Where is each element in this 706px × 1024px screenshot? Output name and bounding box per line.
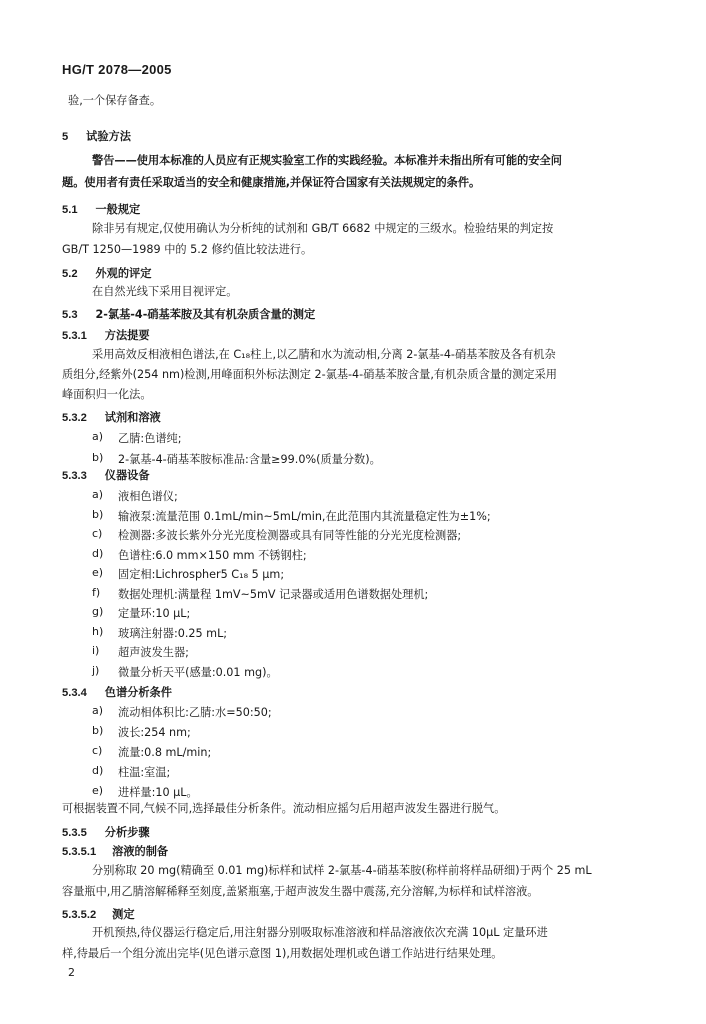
list-item-label: j) [92, 664, 100, 677]
section-title: 试剂和溶液 [104, 411, 161, 424]
list-item-label: d) [92, 764, 104, 777]
list-item: 色谱柱:6.0 mm×150 mm 不锈钢柱; [118, 549, 307, 562]
section-5-3-5-1-heading [62, 843, 168, 859]
section-5-3-1-heading [62, 327, 150, 343]
list-item-label: f) [92, 586, 101, 599]
list-item: 微量分析天平(感量:0.01 mg)。 [118, 666, 278, 679]
paragraph-line: 可根据装置不同,气候不同,选择最佳分析条件。流动相应摇匀后用超声波发生器进行脱气。 [62, 802, 506, 815]
section-title: 仪器设备 [104, 469, 150, 482]
list-item-label: c) [92, 744, 103, 757]
list-item-label: b) [92, 724, 104, 737]
list-item: 流量:0.8 mL/min; [118, 746, 212, 759]
list-item-label: h) [92, 625, 104, 638]
list-item: 数据处理机:满量程 1mV~5mV 记录器或适用色谱数据处理机; [118, 588, 429, 601]
section-title: 试验方法 [86, 130, 131, 143]
list-item-label: a) [92, 430, 104, 443]
paragraph-line: 分别称取 20 mg(精确至 0.01 mg)标样和试样 2-氯基-4-硝基苯胺(称样前将样品研细)于两个 25 mL [92, 864, 592, 877]
list-item-label: e) [92, 784, 104, 797]
warning-line-2: 题。使用者有责任采取适当的安全和健康措施,并保证符合国家有关法规规定的条件。 [62, 176, 481, 189]
section-title: 外观的评定 [95, 267, 152, 280]
list-item: 检测器:多波长紫外分光光度检测器或具有同等性能的分光光度检测器; [118, 529, 462, 542]
section-number: 5.3.5.2 [62, 909, 97, 921]
section-5-2-heading [62, 265, 151, 281]
paragraph-line: 除非另有规定,仅使用确认为分析纯的试剂和 GB/T 6682 中规定的三级水。检验结果的判定按 [92, 222, 554, 235]
paragraph-line: 采用高效反相液相色谱法,在 C₁₈柱上,以乙腈和水为流动相,分离 2-氯基-4-硝基苯胺及各有机杂 [92, 348, 556, 361]
warning-line-1: 警告——使用本标准的人员应有正规实验室工作的实践经验。本标准并未指出所有可能的安全问 [92, 154, 562, 167]
list-item: 流动相体积比:乙腈:水=50:50; [118, 706, 272, 719]
section-5-3-heading [62, 306, 315, 322]
section-title: 色谱分析条件 [104, 686, 172, 699]
section-title: 溶液的制备 [112, 845, 169, 858]
list-item: 进样量:10 μL。 [118, 786, 198, 799]
section-number: 5 [62, 131, 69, 143]
section-5-3-2-heading [62, 409, 161, 425]
list-item: 波长:254 nm; [118, 726, 191, 739]
section-number: 5.3 [62, 309, 78, 321]
list-item-label: c) [92, 527, 103, 540]
list-item-label: g) [92, 605, 104, 618]
section-number: 5.3.4 [62, 687, 87, 699]
list-item-label: e) [92, 566, 104, 579]
list-item: 柱温:室温; [118, 766, 171, 779]
section-5-3-5-2-heading [62, 906, 135, 922]
paragraph-line: 在自然光线下采用目视评定。 [92, 285, 238, 298]
section-title: 2-氯基-4-硝基苯胺及其有机杂质含量的测定 [95, 308, 316, 321]
intro-line: 验,一个保存备查。 [68, 94, 162, 107]
list-item: 乙腈:色谱纯; [118, 432, 182, 445]
list-item-label: a) [92, 704, 104, 717]
section-title: 测定 [112, 908, 135, 921]
list-item-label: i) [92, 644, 100, 657]
list-item: 玻璃注射器:0.25 mL; [118, 627, 228, 640]
list-item: 定量环:10 μL; [118, 607, 191, 620]
list-item-label: d) [92, 547, 104, 560]
list-item: 液相色谱仪; [118, 490, 178, 503]
paragraph-line: 峰面积归一化法。 [62, 388, 152, 401]
paragraph-line: 开机预热,待仪器运行稳定后,用注射器分别吸取标准溶液和样品溶液依次充满 10μL 定量环进 [92, 926, 548, 939]
list-item: 输液泵:流量范围 0.1mL/min~5mL/min,在此范围内其流量稳定性为±1%; [118, 510, 491, 523]
section-5-3-4-heading [62, 684, 172, 700]
section-number: 5.3.2 [62, 412, 87, 424]
list-item: 固定相:Lichrospher5 C₁₈ 5 μm; [118, 568, 285, 581]
list-item-label: b) [92, 451, 104, 464]
section-number: 5.3.3 [62, 470, 87, 482]
section-number: 5.3.5.1 [62, 846, 97, 858]
list-item-label: a) [92, 488, 104, 501]
section-title: 一般规定 [95, 203, 141, 216]
section-number: 5.3.5 [62, 827, 87, 839]
list-item-label: b) [92, 508, 104, 521]
page-number: 2 [68, 966, 75, 979]
paragraph-line: 容量瓶中,用乙腈溶解稀释至刻度,盖紧瓶塞,于超声波发生器中震荡,充分溶解,为标样和试样溶液。 [62, 885, 539, 898]
list-item: 2-氯基-4-硝基苯胺标准品:含量≥99.0%(质量分数)。 [118, 453, 381, 466]
section-5-1-heading [62, 201, 140, 217]
section-number: 5.3.1 [62, 330, 87, 342]
section-5-heading [62, 128, 131, 144]
section-number: 5.1 [62, 204, 78, 216]
paragraph-line: GB/T 1250—1989 中的 5.2 修约值比较法进行。 [62, 243, 313, 256]
section-number: 5.2 [62, 268, 78, 280]
section-5-3-5-heading [62, 824, 150, 840]
paragraph-line: 样,待最后一个组分流出完毕(见色谱示意图 1),用数据处理机或色谱工作站进行结果处理。 [62, 947, 503, 960]
paragraph-line: 质组分,经紫外(254 nm)检测,用峰面积外标法测定 2-氯基-4-硝基苯胺含量,有机杂质含量的测定采用 [62, 368, 557, 381]
list-item: 超声波发生器; [118, 646, 189, 659]
section-title: 方法提要 [104, 329, 150, 342]
standard-code-header: HG/T 2078—2005 [62, 62, 172, 77]
section-title: 分析步骤 [104, 826, 150, 839]
section-5-3-3-heading [62, 467, 150, 483]
